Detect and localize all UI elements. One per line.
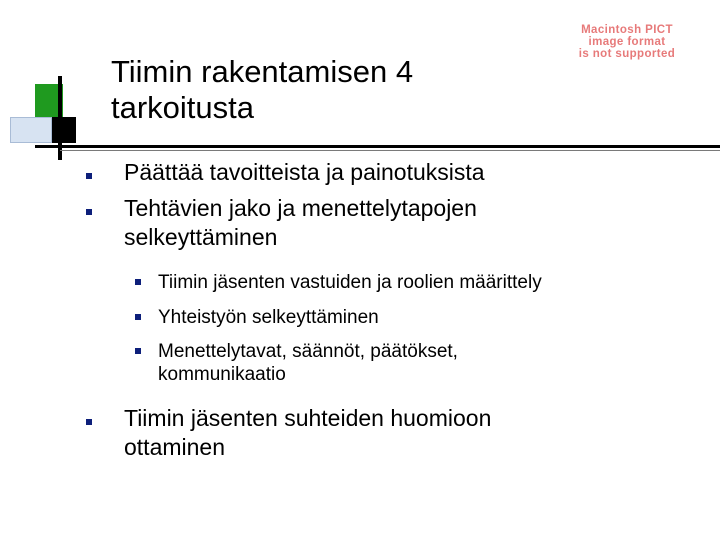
bullet-item bbox=[124, 404, 644, 462]
bullet-text: Päättää tavoitteista ja painotuksista bbox=[124, 159, 485, 185]
sub-bullet-text: Menettelytavat, säännöt, päätökset, bbox=[158, 341, 458, 362]
sub-bullet-text: Tiimin jäsenten vastuiden ja roolien määrittely bbox=[158, 272, 542, 293]
bullet-text: Tiimin jäsenten suhteiden huomioon bbox=[124, 405, 492, 431]
bullet-text: Tehtävien jako ja menettelytapojen bbox=[124, 195, 477, 221]
placeholder-line-2: image format bbox=[588, 36, 666, 48]
bullet-text: selkeyttäminen bbox=[124, 224, 278, 250]
sub-bullet-item bbox=[158, 340, 678, 386]
sub-bullet-text: Yhteistyön selkeyttäminen bbox=[158, 307, 379, 328]
bullet-marker bbox=[86, 419, 92, 425]
bullet-text: ottaminen bbox=[124, 434, 226, 460]
bullet-item bbox=[124, 194, 644, 252]
placeholder-line-3: is not supported bbox=[578, 48, 676, 60]
bullet-item bbox=[124, 158, 644, 187]
placeholder-line-1: Macintosh PICT bbox=[581, 24, 673, 36]
slide-title-line-2: tarkoitusta bbox=[111, 90, 255, 125]
bullet-marker bbox=[86, 209, 92, 215]
bullet-marker bbox=[86, 173, 92, 179]
slide-title-line-1: Tiimin rakentamisen 4 bbox=[111, 54, 414, 89]
sub-bullet-text: kommunikaatio bbox=[158, 364, 286, 385]
sub-bullet-marker bbox=[135, 279, 141, 285]
sub-bullet-marker bbox=[135, 314, 141, 320]
sub-bullet-marker bbox=[135, 348, 141, 354]
sub-bullet-item bbox=[158, 306, 678, 329]
sub-bullet-item bbox=[158, 271, 678, 294]
